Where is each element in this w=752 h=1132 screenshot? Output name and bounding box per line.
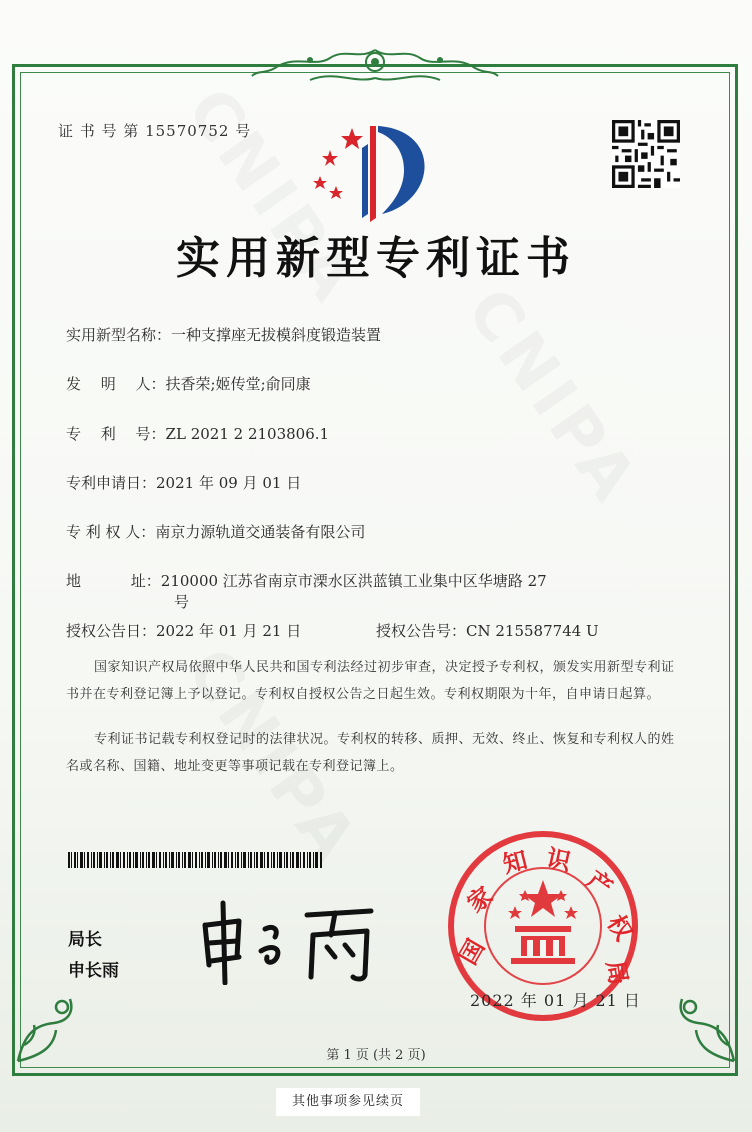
field-value: 2022 年 01 月 21 日 bbox=[156, 622, 302, 640]
qr-code-icon bbox=[612, 120, 680, 188]
field-patent-number bbox=[66, 423, 329, 444]
svg-text:家: 家 bbox=[461, 881, 499, 919]
barcode-icon bbox=[68, 852, 322, 868]
field-address-continued: 号 bbox=[174, 593, 190, 611]
svg-text:识: 识 bbox=[544, 843, 574, 877]
svg-text:产: 产 bbox=[581, 865, 618, 902]
certificate-number: 证 书 号 第 15570752 号 bbox=[58, 122, 252, 140]
field-label: 专 利 号： bbox=[66, 425, 166, 443]
director-title: 局长 bbox=[68, 930, 102, 950]
statement-paragraph-1: 国家知识产权局依照中华人民共和国专利法经过初步审查，决定授予专利权，颁发实用新型专利证书并在专利登记簿上予以登记。专利权自授权公告之日起生效。专利权期限为十年，自申请日起算。 bbox=[66, 660, 675, 702]
field-label: 实用新型名称： bbox=[66, 326, 172, 344]
field-value: 210000 江苏省南京市溧水区洪蓝镇工业集中区华塘路 27 bbox=[160, 572, 547, 590]
statement-paragraph-2: 专利证书记载专利权登记时的法律状况。专利权的转移、质押、无效、终止、恢复和专利权人的姓名或名称、国籍、地址变更等事项记载在专利登记簿上。 bbox=[66, 732, 675, 774]
director-name: 申长雨 bbox=[68, 961, 119, 981]
svg-text:国: 国 bbox=[453, 934, 491, 970]
certificate-title: 实用新型专利证书 bbox=[176, 233, 576, 284]
field-patentee bbox=[66, 521, 365, 542]
field-label: 地 址： bbox=[66, 572, 161, 590]
seal-date: 2022 年 01 月 21 日 bbox=[470, 991, 641, 1010]
director-signature-icon bbox=[195, 895, 385, 985]
svg-text:权: 权 bbox=[601, 910, 639, 946]
field-label: 发 明 人： bbox=[66, 375, 166, 393]
svg-text:知: 知 bbox=[500, 845, 531, 879]
field-value: 南京力源轨道交通装备有限公司 bbox=[155, 523, 366, 541]
field-label: 授权公告号： bbox=[376, 622, 467, 640]
page-indicator: 第 1 页 (共 2 页) bbox=[326, 1048, 426, 1063]
field-grant-number bbox=[376, 620, 599, 641]
field-label: 专利申请日： bbox=[66, 474, 157, 492]
field-value: CN 215587744 U bbox=[466, 622, 599, 640]
field-label: 授权公告日： bbox=[66, 622, 157, 640]
field-grant-date bbox=[66, 620, 301, 641]
field-value: 2021 年 09 月 01 日 bbox=[156, 474, 302, 492]
field-inventor bbox=[66, 373, 311, 394]
top-floral-ornament bbox=[250, 40, 500, 90]
field-filing-date bbox=[66, 472, 301, 493]
field-utility-model-name bbox=[66, 324, 381, 345]
field-value: 扶香荣;姬传堂;俞同康 bbox=[165, 375, 311, 393]
field-value: ZL 2021 2 2103806.1 bbox=[165, 425, 330, 443]
footer-note: 其他事项参见续页 bbox=[276, 1088, 420, 1116]
cnipa-logo-icon bbox=[300, 118, 440, 228]
svg-text:局: 局 bbox=[601, 958, 633, 987]
field-value: 一种支撑座无拔模斜度锻造装置 bbox=[171, 326, 382, 344]
field-address bbox=[66, 570, 547, 591]
field-label: 专 利 权 人： bbox=[66, 523, 156, 541]
